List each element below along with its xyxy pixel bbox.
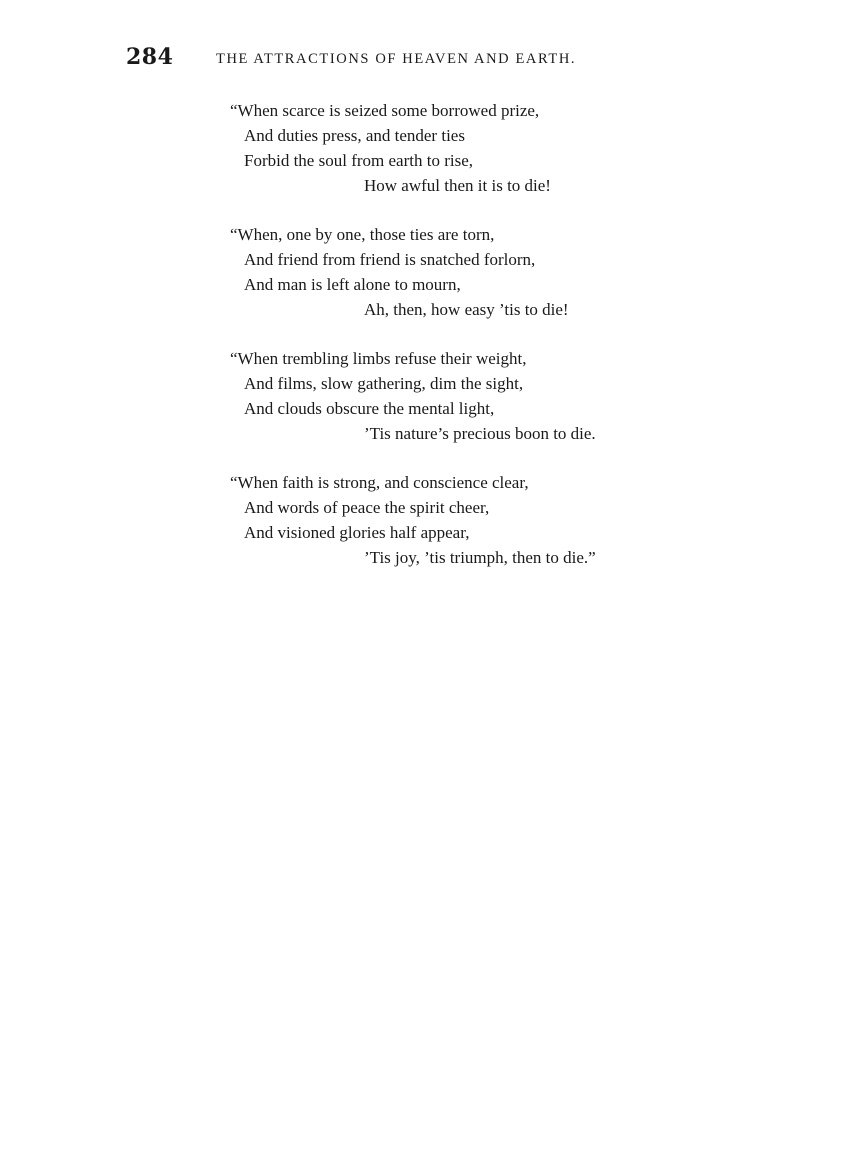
poem-line: “When, one by one, those ties are torn, [230, 225, 495, 244]
poem-line: And duties press, and tender ties [244, 126, 465, 145]
poem-line: And words of peace the spirit cheer, [244, 498, 490, 517]
page-number: 284 [126, 44, 174, 70]
poem [228, 98, 668, 594]
poem-refrain-line: ’Tis joy, ’tis triumph, then to die.” [364, 548, 596, 567]
stanza-4 [228, 470, 668, 570]
poem-line: “When scarce is seized some borrowed prize, [230, 101, 540, 120]
poem-line: “When faith is strong, and conscience clear, [230, 473, 529, 492]
stanza-2 [228, 222, 668, 322]
poem-refrain-line: ’Tis nature’s precious boon to die. [364, 424, 596, 443]
poem-line: And visioned glories half appear, [244, 523, 470, 542]
poem-line: And man is left alone to mourn, [244, 275, 461, 294]
poem-line: And clouds obscure the mental light, [244, 399, 495, 418]
poem-line: And friend from friend is snatched forlorn, [244, 250, 536, 269]
poem-line: And films, slow gathering, dim the sight, [244, 374, 524, 393]
poem-line: Forbid the soul from earth to rise, [244, 151, 473, 170]
page-header [126, 42, 646, 76]
poem-refrain-line: How awful then it is to die! [364, 176, 551, 195]
poem-line: “When trembling limbs refuse their weight, [230, 349, 527, 368]
stanza-3 [228, 346, 668, 446]
poem-refrain-line: Ah, then, how easy ’tis to die! [364, 300, 569, 319]
running-title: THE ATTRACTIONS OF HEAVEN AND EARTH. [216, 51, 577, 67]
stanza-1 [228, 98, 668, 198]
